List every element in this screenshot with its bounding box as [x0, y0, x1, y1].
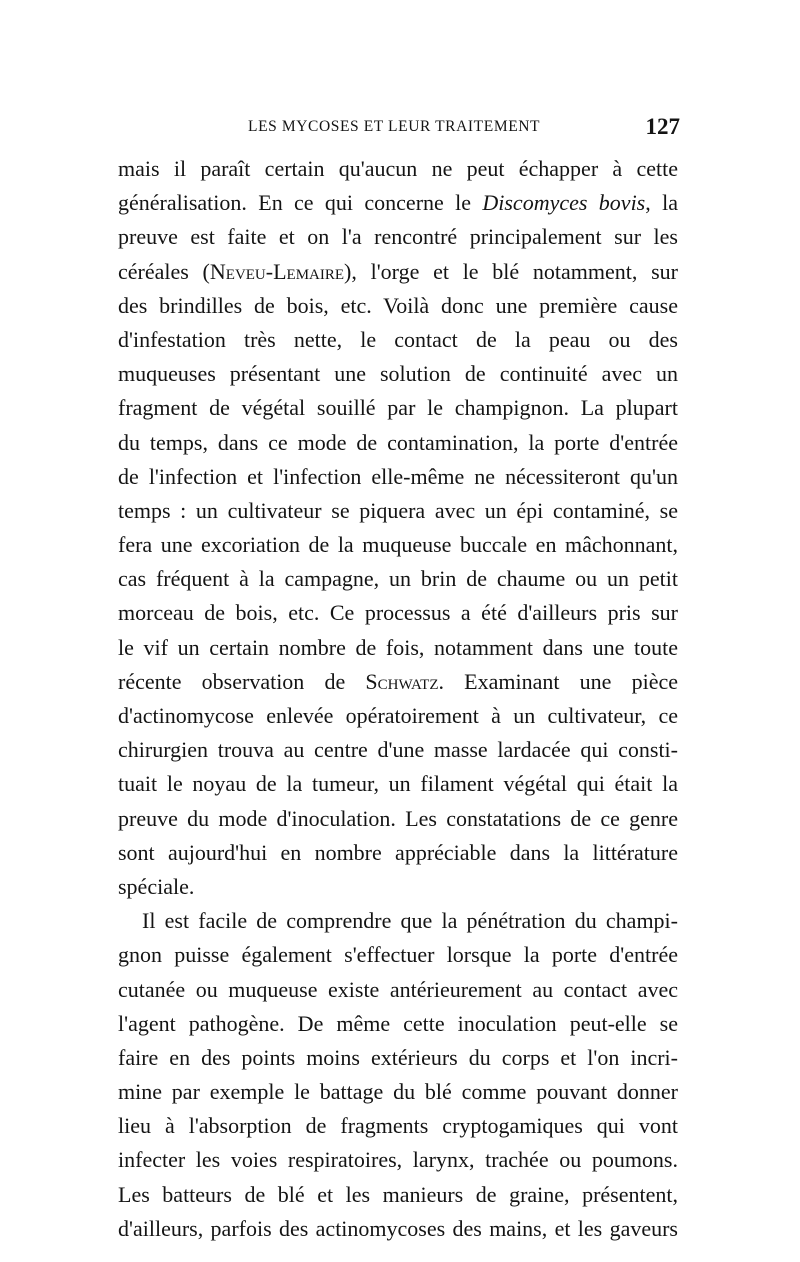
- text-line: [118, 1212, 678, 1246]
- text-line: [118, 1041, 678, 1075]
- text-run: . Examinant une pièce: [438, 668, 678, 694]
- text-run: infecter les voies respiratoires, larynx, trachée ou poumons.: [118, 1147, 678, 1173]
- text-run: de l'infection et l'infection elle-même ne nécessiteront qu'un: [118, 463, 678, 489]
- text-line: [118, 220, 678, 254]
- text-line: [118, 699, 678, 733]
- text-run: preuve est faite et on l'a rencontré principalement sur les: [118, 224, 678, 250]
- text-run: le vif un certain nombre de fois, notamment dans une toute: [118, 634, 678, 660]
- text-line: [118, 1143, 678, 1177]
- paragraph-start-line: [118, 904, 678, 938]
- text-run: ), l'orge et le blé notamment, sur: [344, 258, 679, 284]
- species-name: Discomyces bovis: [482, 190, 646, 216]
- text-line: [118, 1007, 678, 1041]
- text-line: [118, 289, 678, 323]
- text-run: spéciale.: [118, 873, 195, 899]
- text-line: [118, 1178, 678, 1212]
- page-number: 127: [645, 114, 680, 139]
- text-line: [118, 528, 678, 562]
- text-run: muqueuses présentant une solution de continuité avec un: [118, 361, 678, 387]
- text-line: [118, 186, 678, 220]
- text-line: [118, 1109, 678, 1143]
- text-run: récente observation de: [118, 668, 366, 694]
- text-run: d'ailleurs, parfois des actinomycoses des mains, et les gaveurs: [118, 1215, 678, 1241]
- text-run: des brindilles de bois, etc. Voilà donc une première cause: [118, 292, 678, 318]
- text-run: fera une excoriation de la muqueuse buccale en mâchonnant,: [118, 532, 678, 558]
- text-line: [118, 562, 678, 596]
- author-name: Schwatz: [365, 668, 439, 694]
- text-run: d'actinomycose enlevée opératoirement à un cultivateur, ce: [118, 703, 678, 728]
- text-line: [118, 152, 678, 186]
- text-run: chirurgien trouva au centre d'une masse lardacée qui consti-: [118, 737, 678, 763]
- text-line: [118, 631, 678, 665]
- text-line: [118, 460, 678, 494]
- text-run: gnon puisse également s'effectuer lorsque la porte d'entrée: [118, 942, 678, 968]
- text-run: fragment de végétal souillé par le champignon. La plupart: [118, 395, 678, 421]
- text-run: généralisation. En ce qui concerne le: [118, 190, 483, 216]
- text-line: [118, 357, 678, 391]
- text-run: cutanée ou muqueuse existe antérieurement au contact avec: [118, 976, 678, 1002]
- text-run: , la: [645, 190, 678, 216]
- text-line: [118, 733, 678, 767]
- text-run: Il est facile de comprendre que la pénétration du champi-: [142, 908, 678, 934]
- text-line: [118, 665, 678, 699]
- body-text: [118, 152, 678, 1246]
- text-run: d'infestation très nette, le contact de la peau ou des: [118, 326, 678, 352]
- text-run: sont aujourd'hui en nombre appréciable dans la littérature: [118, 839, 678, 865]
- text-line: [118, 426, 678, 460]
- running-title: LES MYCOSES ET LEUR TRAITEMENT: [248, 118, 541, 135]
- text-run: Les batteurs de blé et les manieurs de graine, présentent,: [118, 1181, 678, 1207]
- author-name: Neveu-Lemaire: [209, 258, 345, 284]
- paragraph-end-line: [118, 870, 678, 904]
- running-head: [118, 114, 680, 144]
- text-run: temps : un cultivateur se piquera avec un épi contaminé, se: [118, 497, 678, 523]
- text-line: [118, 938, 678, 972]
- text-line: [118, 494, 678, 528]
- text-run: faire en des points moins extérieurs du corps et l'on incri-: [118, 1044, 678, 1070]
- text-run: mais il paraît certain qu'aucun ne peut échapper à cette: [118, 156, 678, 181]
- text-line: [118, 767, 678, 801]
- text-line: [118, 596, 678, 630]
- text-line: [118, 323, 678, 357]
- text-line: [118, 391, 678, 425]
- text-line: [118, 802, 678, 836]
- text-run: cas fréquent à la campagne, un brin de chaume ou un petit: [118, 566, 678, 592]
- text-line: [118, 255, 678, 289]
- text-line: [118, 1075, 678, 1109]
- text-run: tuait le noyau de la tumeur, un filament végétal qui était la: [118, 771, 678, 797]
- text-line: [118, 973, 678, 1007]
- text-run: l'agent pathogène. De même cette inoculation peut-elle se: [118, 1010, 678, 1036]
- text-line: [118, 836, 678, 870]
- text-run: céréales (: [118, 258, 210, 284]
- text-run: lieu à l'absorption de fragments cryptogamiques qui vont: [118, 1113, 678, 1139]
- text-run: morceau de bois, etc. Ce processus a été d'ailleurs pris sur: [118, 600, 678, 626]
- text-run: mine par exemple le battage du blé comme pouvant donner: [118, 1079, 678, 1105]
- text-run: du temps, dans ce mode de contamination, la porte d'entrée: [118, 429, 678, 455]
- text-run: preuve du mode d'inoculation. Les constatations de ce genre: [118, 805, 678, 831]
